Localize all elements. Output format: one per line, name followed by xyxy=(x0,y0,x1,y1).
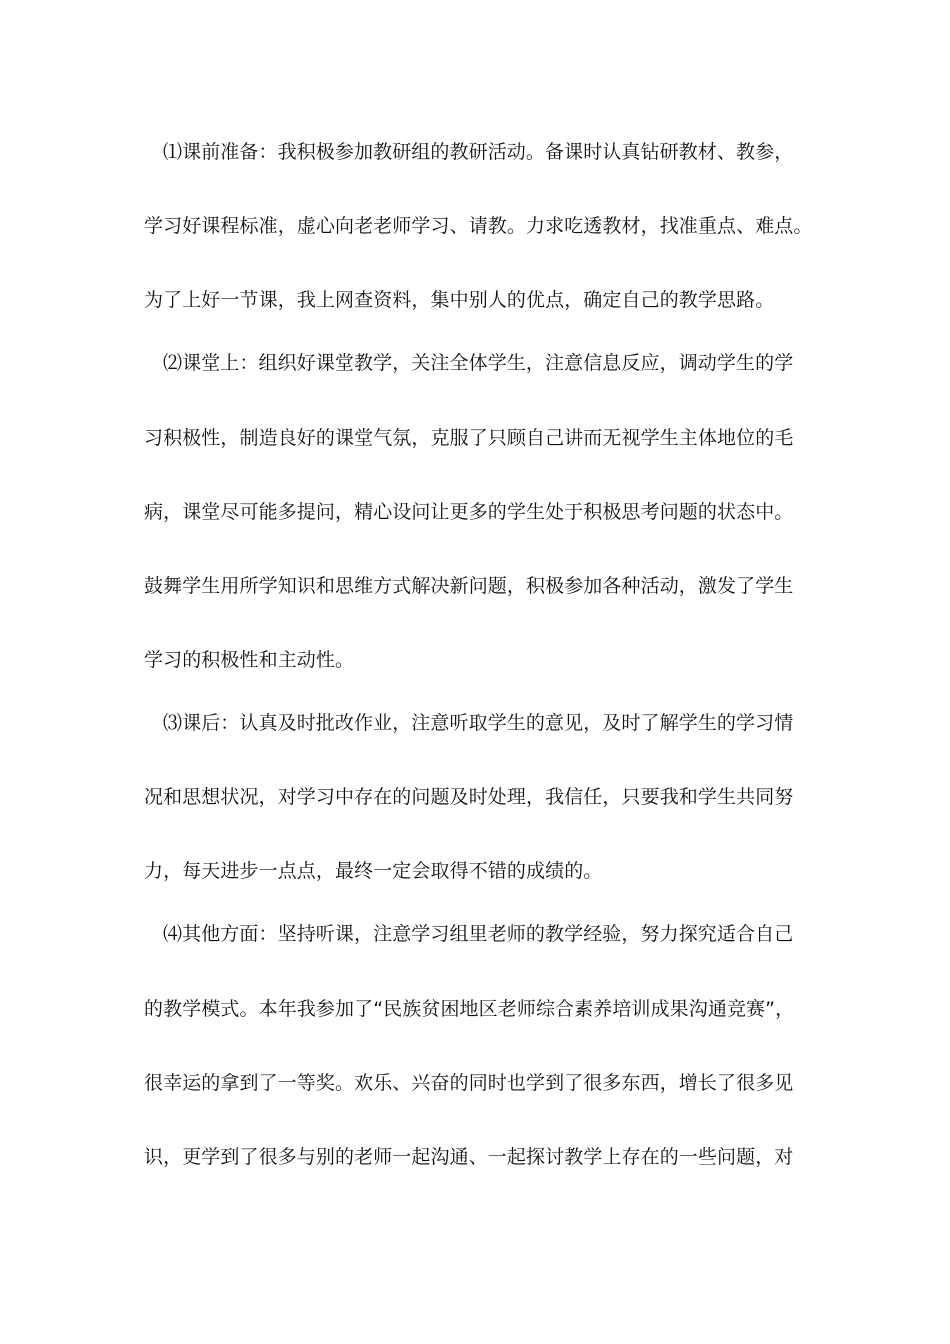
paragraph-2-line-1: ⑵课堂上：组织好课堂教学，关注全体学生，注意信息反应，调动学生的学 xyxy=(163,352,794,374)
paragraph-4-line-2: 的教学模式。本年我参加了“民族贫困地区老师综合素养培训成果沟通竞赛”， xyxy=(144,998,795,1020)
paragraph-4-line-4: 识，更学到了很多与别的老师一起沟通、一起探讨教学上存在的一些问题，对 xyxy=(144,1146,794,1168)
paragraph-3-line-1: ⑶课后：认真及时批改作业，注意听取学生的意见，及时了解学生的学习情 xyxy=(163,712,794,734)
paragraph-2-line-3: 病，课堂尽可能多提问，精心设问让更多的学生处于积极思考问题的状态中。 xyxy=(144,501,794,523)
paragraph-4-line-3: 很幸运的拿到了一等奖。欢乐、兴奋的同时也学到了很多东西，增长了很多见 xyxy=(144,1072,794,1094)
paragraph-3-line-2: 况和思想状况，对学习中存在的问题及时处理，我信任，只要我和学生共同努 xyxy=(144,786,794,808)
paragraph-3-line-3: 力，每天进步一点点，最终一定会取得不错的成绩的。 xyxy=(144,860,603,882)
paragraph-1-line-3: 为了上好一节课，我上网查资料，集中别人的优点，确定自己的教学思路。 xyxy=(144,289,775,311)
paragraph-1-line-2: 学习好课程标准，虚心向老老师学习、请教。力求吃透教材，找准重点、难点。 xyxy=(144,215,813,237)
paragraph-2-line-4: 鼓舞学生用所学知识和思维方式解决新问题，积极参加各种活动，激发了学生 xyxy=(144,575,794,597)
paragraph-2-line-2: 习积极性，制造良好的课堂气氛，克服了只顾自己讲而无视学生主体地位的毛 xyxy=(144,427,794,449)
paragraph-1-line-1: ⑴课前准备：我积极参加教研组的教研活动。备课时认真钻研教材、教参， xyxy=(163,141,794,163)
paragraph-2-line-5: 学习的积极性和主动性。 xyxy=(144,649,355,671)
paragraph-4-line-1: ⑷其他方面：坚持听课，注意学习组里老师的教学经验，努力探究适合自己 xyxy=(163,923,794,945)
